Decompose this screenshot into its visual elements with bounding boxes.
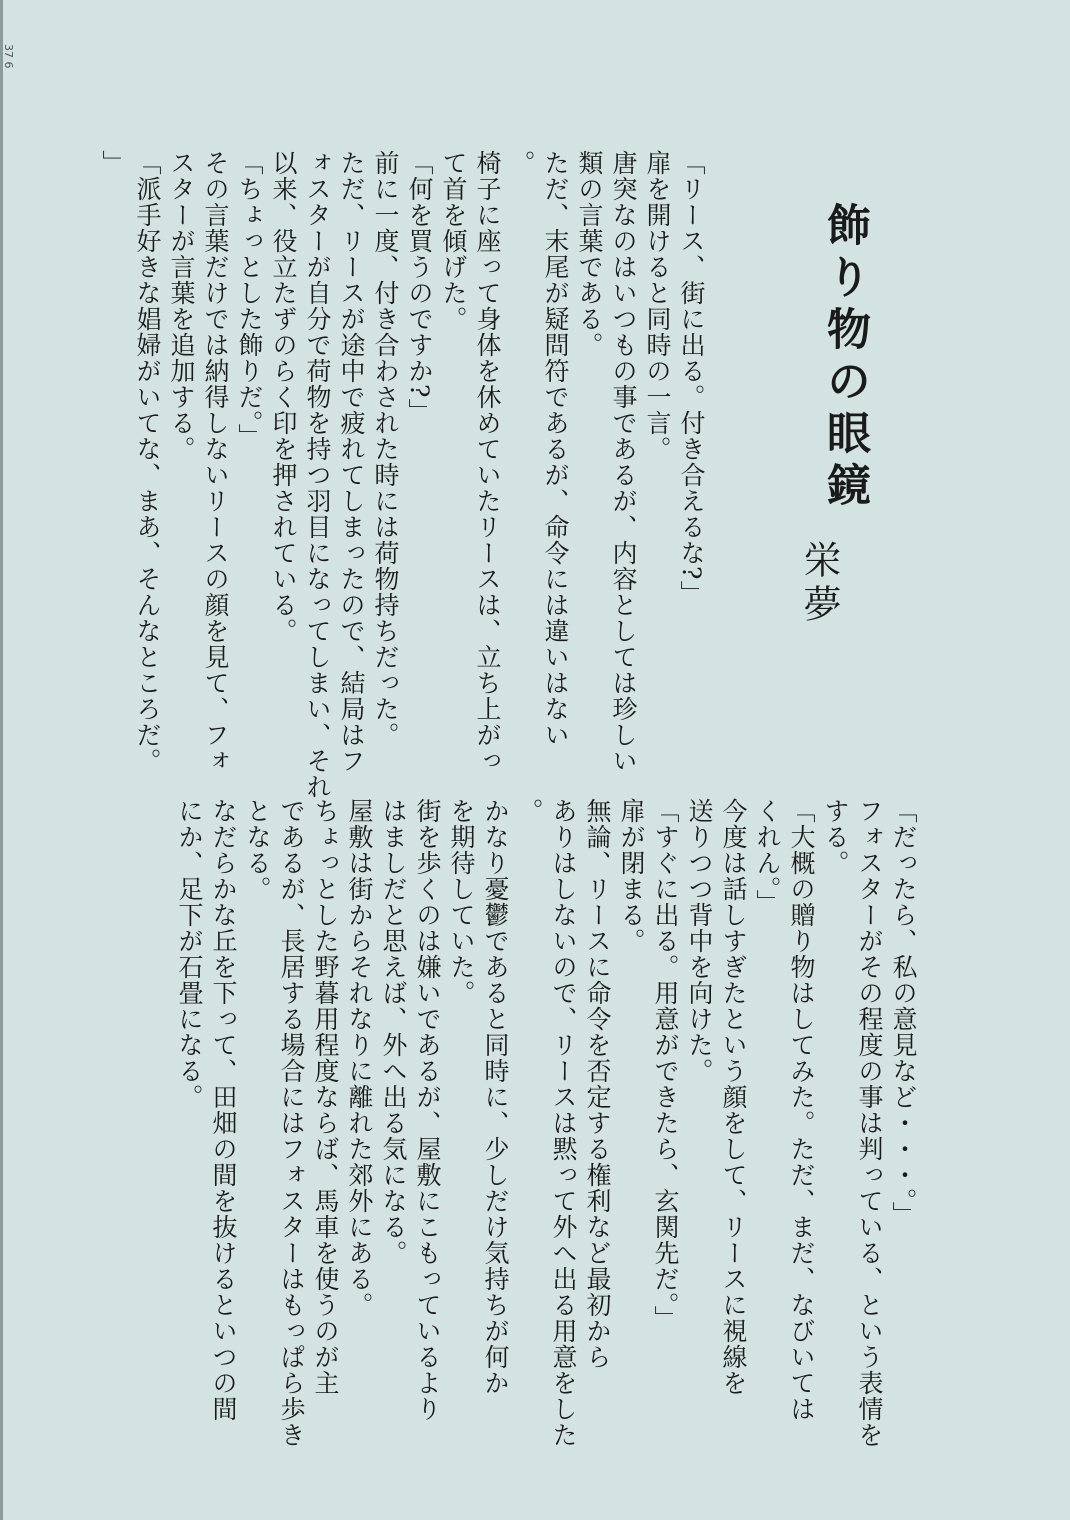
story-title: 飾り物の眼鏡 <box>819 202 870 514</box>
text-line: くれん。」 <box>753 798 782 916</box>
text-line: 椅子に座って身体を休めていたリースは、立ち上がっ <box>473 150 502 774</box>
page-corner-mark: 37 6 <box>2 44 15 69</box>
upper-text-block <box>96 150 708 800</box>
lower-text-block <box>172 798 920 1448</box>
text-line: 屋敷は街からそれなりに離れた郊外にある。 <box>345 798 374 1318</box>
text-line: スターが言葉を追加する。 <box>167 150 196 462</box>
text-line: 扉を開けると同時の一言。 <box>643 150 672 462</box>
text-line: ちょっとした野暮用程度ならば、馬車を使うのが主 <box>311 798 340 1396</box>
text-line: する。 <box>821 798 850 876</box>
text-line: 「リース、街に出る。付き合えるな?」 <box>677 150 706 607</box>
text-line: 送りつつ背中を向けた。 <box>685 798 714 1084</box>
text-line: ありはしないので、リースは黙って外へ出る用意をした <box>549 798 578 1448</box>
text-line: 以来、役立たずのらく印を押されている。 <box>269 150 298 644</box>
text-line: て首を傾げた。 <box>439 150 468 332</box>
text-line: となる。 <box>243 798 272 902</box>
text-line: 街を歩くのは嫌いであるが、屋敷にこもっているより <box>413 798 442 1422</box>
text-line: 類の言葉である。 <box>575 150 604 358</box>
text-line: を期待していた。 <box>447 798 476 1006</box>
text-line: 「派手好きな娼婦がいてな、まあ、そんなところだ。 <box>133 150 162 774</box>
text-line: その言葉だけでは納得しないリースの顔を見て、フォ <box>201 150 230 774</box>
text-line: ただ、リースが途中で疲れてしまったので、結局はフ <box>337 150 366 774</box>
text-line: にか、足下が石畳になる。 <box>175 798 204 1110</box>
text-line: 「大概の贈り物はしてみた。ただ、まだ、なびいては <box>787 798 816 1422</box>
text-line: 前に一度、付き合わされた時には荷物持ちだった。 <box>371 150 400 748</box>
text-line: フォスターがその程度の事は判っている、という表情を <box>855 798 884 1448</box>
text-line: 扉が閉まる。 <box>617 798 646 954</box>
text-line: 。 <box>507 150 536 176</box>
text-line: 「何を買うのですか?」 <box>405 150 434 425</box>
author-name: 栄夢 <box>797 540 841 628</box>
binding-edge <box>0 0 3 1520</box>
text-line: 」 <box>99 150 128 176</box>
text-line: 。 <box>515 798 544 824</box>
text-line: 「だったら、私の意見など・・・。」 <box>889 798 918 1228</box>
text-line: 「ちょっとした飾りだ。」 <box>235 150 264 450</box>
text-line: かなり憂鬱であると同時に、少しだけ気持ちが何か <box>481 798 510 1396</box>
text-line: 唐突なのはいつもの事であるが、内容としては珍しい <box>609 150 638 774</box>
text-line: 無論、リースに命令を否定する権利など最初から <box>583 798 612 1370</box>
text-line: 「すぐに出る。用意ができたら、玄関先だ。」 <box>651 798 680 1332</box>
text-line: であるが、長居する場合にはフォスターはもっぱら歩き <box>277 798 306 1448</box>
text-line: なだらかな丘を下って、田畑の間を抜けるといつの間 <box>209 798 238 1422</box>
text-line: 今度は話しすぎたという顔をして、リースに視線を <box>719 798 748 1396</box>
text-line: ただ、末尾が疑問符であるが、命令には違いはない <box>541 150 570 748</box>
text-line: ォスターが自分で荷物を持つ羽目になってしまい、それ <box>303 150 332 800</box>
text-line: はましだと思えば、外へ出る気になる。 <box>379 798 408 1266</box>
